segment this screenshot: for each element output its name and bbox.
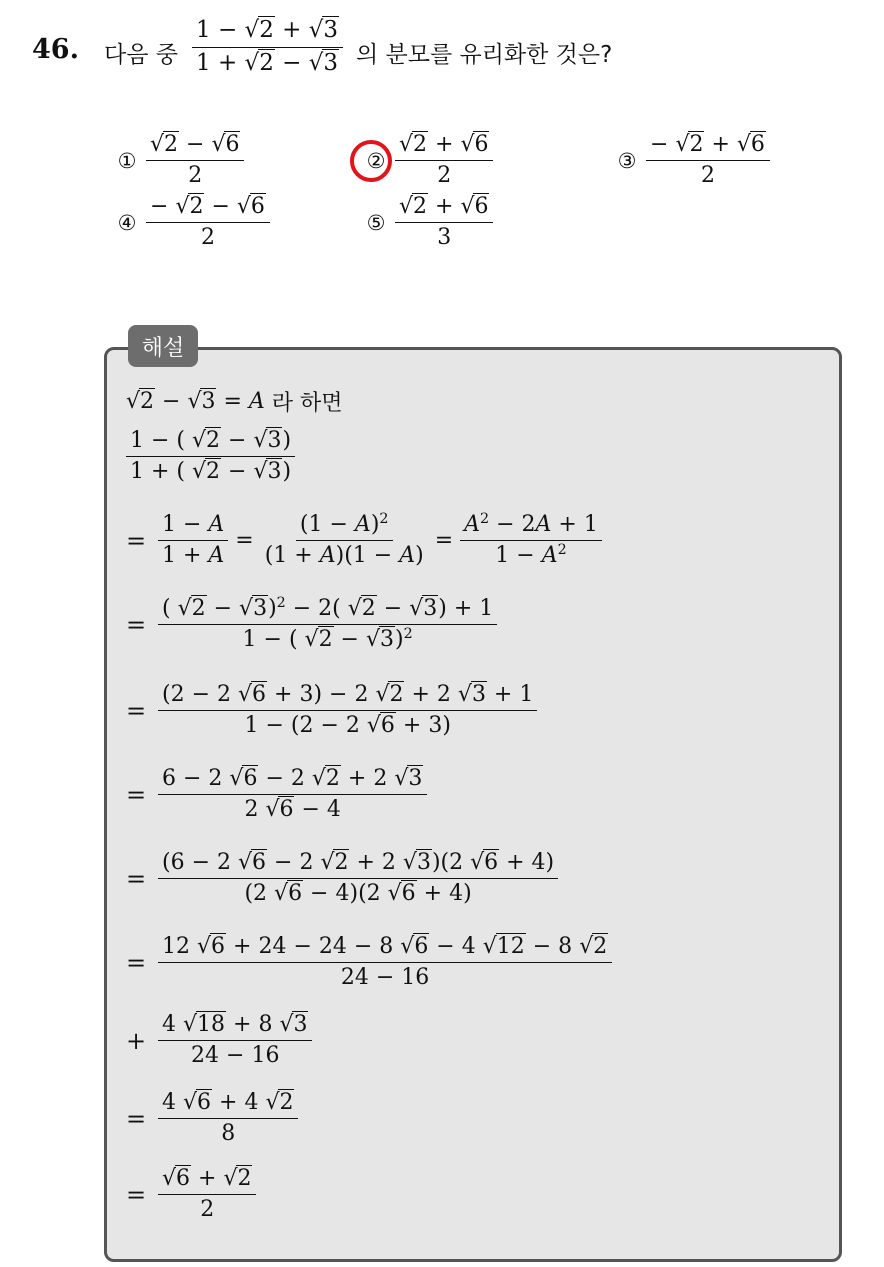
choice-2[interactable]: ② $\frac{√2 + √6}{2}$ [357,132,493,190]
solution-step-1: $\frac{1 - ( √2 - √3)}{1 + ( √2 - √3)}$ [126,428,295,486]
question-numerator: 1 − √2 + √3 [192,17,343,48]
solution-step-7: = $\frac{12 √6 + 24 - 24 - 8 √6 - 4 √12 - 8 √2}{24 - 16}$ [126,934,612,992]
solution-tag: 해설 [128,325,198,367]
question-prefix: 다음 중 [104,42,178,68]
solution-step-3: = $\frac{( √2 - √3)^2 - 2( √2 - √3) + 1}{1 - ( √2 - √3)^2}$ [126,596,497,654]
choice-mark: ② [357,149,395,173]
choice-1[interactable]: ① $\frac{√2 - √6}{2}$ [108,132,244,190]
solution-step-6: = $\frac{(6 - 2 √6 - 2 √2 + 2 √3)(2 √6 + 4)}{(2 √6 - 4)(2 √6 + 4)}$ [126,850,558,908]
question-suffix: 의 분모를 유리화한 것은? [356,42,613,68]
solution-step-9: = $\frac{4 √6 + 4 √2}{8}$ [126,1090,298,1148]
choice-4[interactable]: ④ $\frac{- √2 - √6}{2}$ [108,194,270,252]
solution-step-8: + $\frac{4 √18 + 8 √3}{24 - 16}$ [126,1012,312,1070]
solution-step-10: = $\frac{√6 + √2}{2}$ [126,1166,256,1224]
question-denominator: 1 + √2 − √3 [196,49,339,76]
solution-step-4: = $\frac{(2 - 2 √6 + 3) - 2 √2 + 2 √3 + 1}{1 - (2 - 2 √6 + 3)}$ [126,682,537,740]
solution-intro: √2 − √3 = A 라 하면 [126,389,343,416]
choice-mark: ④ [117,210,137,235]
choice-5[interactable]: ⑤ $\frac{√2 + √6}{3}$ [357,194,493,252]
question-fraction [192,17,343,77]
solution-step-5: = $\frac{6 - 2 √6 - 2 √2 + 2 √3}{2 √6 - 4}$ [126,766,427,824]
choice-3[interactable]: ③ $\frac{- √2 + √6}{2}$ [608,132,770,190]
choice-mark: ③ [617,148,637,173]
solution-step-2: = $\frac{1 - A}{1 + A}$ = $\frac{(1 - A)^2}{(1 + A)(1 - A)}$ = $\frac{A^2 - 2A + 1}{1 - A^2}$ [126,512,602,570]
choice-mark: ① [117,148,137,173]
choice-mark: ⑤ [366,210,386,235]
question-number: 46. [32,34,79,65]
selected-circle-icon [350,140,392,182]
